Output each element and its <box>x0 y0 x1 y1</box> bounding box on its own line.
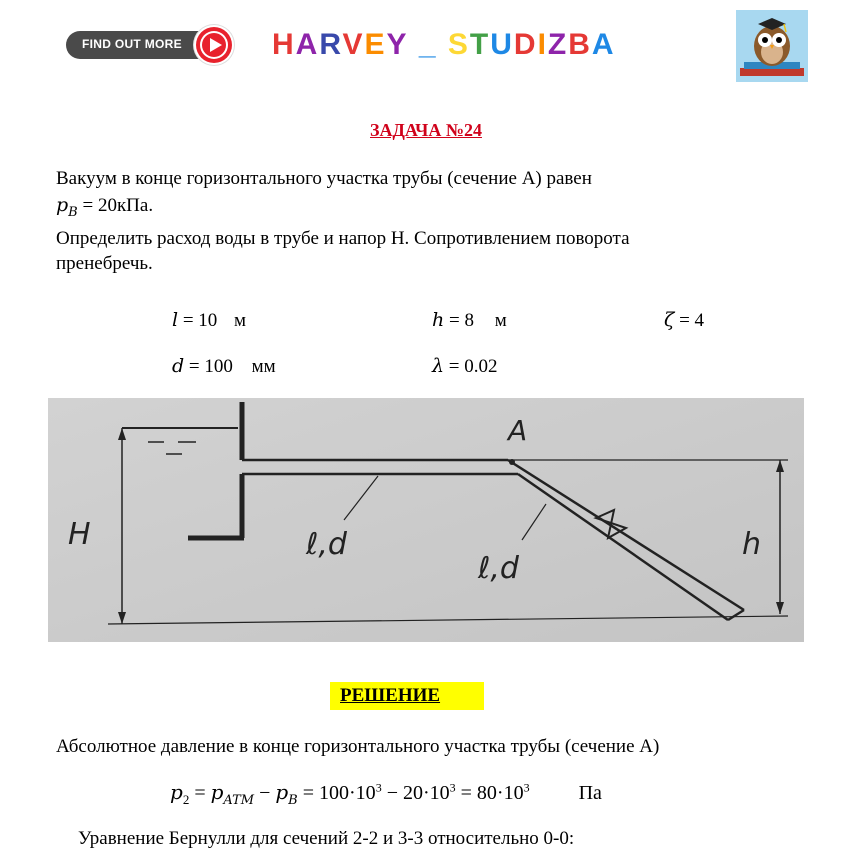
equation-absolute-pressure: $p_2 = p_{ATM} - p_B = 100\cdot 10^3 - 20\cdot 10^3 = 80\cdot 10^3$ Па <box>170 780 602 808</box>
eq-pb-symbol: p <box>275 780 289 804</box>
param-d <box>172 355 276 378</box>
label-A: A <box>508 414 528 447</box>
param-h-value: = 8 <box>449 310 474 331</box>
brand-letter-9: S <box>447 28 470 61</box>
eq-p2-symbol: p <box>170 780 183 804</box>
find-out-more-label: FIND OUT MORE <box>82 37 182 51</box>
label-h: h <box>742 527 762 562</box>
label-ld-2: ℓ,d <box>478 551 519 586</box>
param-lambda <box>432 355 498 378</box>
param-d-symbol: d <box>172 355 185 377</box>
pb-symbol: p <box>56 194 69 216</box>
param-l-unit: м <box>234 310 247 331</box>
brand-letter-15: B <box>568 28 592 61</box>
param-l-value: = 10 <box>182 310 218 331</box>
brand-letter-12: D <box>513 28 538 61</box>
problem-text-line-3: Определить расход воды в трубе и напор Н. Сопротивлением поворота <box>56 228 630 249</box>
eq-exp-2: 3 <box>449 780 456 795</box>
param-l-symbol: l <box>172 309 179 331</box>
eq-unit: Па <box>578 782 602 804</box>
page-header <box>0 0 852 100</box>
brand-letter-1: A <box>295 28 320 61</box>
problem-text-line-4: пренебречь. <box>56 253 153 274</box>
pb-unit: кПа. <box>116 195 154 216</box>
brand-letter-14: Z <box>547 28 569 61</box>
brand-letter-16: A <box>591 28 616 61</box>
param-d-unit: мм <box>251 356 276 377</box>
brand-letter-6 <box>409 28 419 61</box>
eq-pb-sub: B <box>288 793 298 808</box>
play-icon <box>194 25 234 65</box>
brand-letter-11: U <box>490 28 514 61</box>
param-lambda-value: = 0.02 <box>448 356 498 377</box>
pb-subscript: B <box>68 204 78 220</box>
label-ld-1: ℓ,d <box>306 527 347 562</box>
solution-text-1: Абсолютное давление в конце горизонтального участка трубы (сечение А) <box>56 736 660 757</box>
param-zeta <box>664 309 704 332</box>
pb-value: = 20 <box>82 195 117 216</box>
solution-heading-highlight <box>330 682 484 710</box>
brand-letter-10: T <box>469 28 491 61</box>
eq-rhs-1: = 100·10 <box>302 782 376 804</box>
find-out-more-button[interactable] <box>66 25 234 65</box>
brand-letter-13: I <box>537 28 548 61</box>
eq-exp-3: 3 <box>523 780 530 795</box>
param-zeta-symbol: ζ <box>664 309 675 331</box>
eq-rhs-2: − 20·10 <box>381 782 450 804</box>
param-lambda-symbol: λ <box>432 355 445 377</box>
problem-title: ЗАДАЧА №24 <box>370 120 482 140</box>
eq-exp-1: 3 <box>375 780 382 795</box>
pipe-diagram <box>48 398 804 642</box>
brand-letter-0: H <box>272 28 296 61</box>
brand-logo-text <box>272 28 616 62</box>
eq-p2-sub: 2 <box>182 792 190 807</box>
problem-pb-line <box>56 194 153 224</box>
solution-heading: РЕШЕНИЕ <box>340 685 441 706</box>
diagram-background <box>48 398 804 642</box>
solution-text-2: Уравнение Бернулли для сечений 2-2 и 3-3 относительно 0-0: <box>78 828 575 849</box>
brand-letter-5: Y <box>386 28 409 61</box>
brand-letter-4: E <box>364 28 387 61</box>
brand-letter-7: _ <box>418 28 438 61</box>
param-h-unit: м <box>494 310 507 331</box>
param-zeta-value: = 4 <box>679 310 705 331</box>
brand-letter-8 <box>438 28 448 61</box>
problem-text-line-1: Вакуум в конце горизонтального участка трубы (сечение А) равен <box>56 168 592 189</box>
label-H: H <box>68 517 91 552</box>
eq-patm-sub: ATM <box>223 793 255 808</box>
eq-rhs-3: = 80·10 <box>455 782 524 804</box>
owl-mascot-icon <box>736 10 808 82</box>
param-d-value: = 100 <box>188 356 233 377</box>
param-h-symbol: h <box>432 309 445 331</box>
param-h <box>432 309 507 332</box>
eq-patm-symbol: p <box>210 780 224 804</box>
param-l <box>172 309 246 332</box>
brand-letter-2: R <box>319 28 343 61</box>
brand-letter-3: V <box>342 28 365 61</box>
